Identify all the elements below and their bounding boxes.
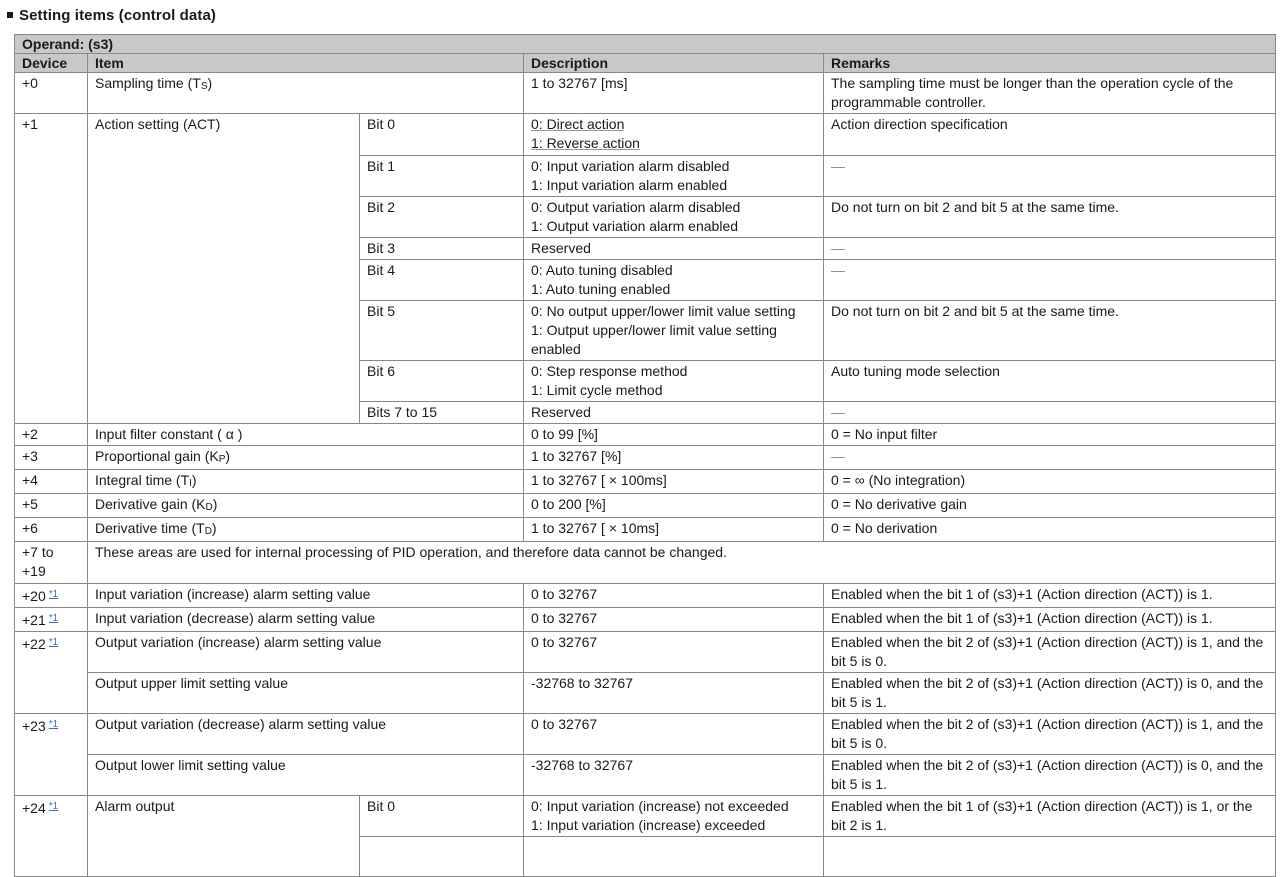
table-row [15,632,1276,673]
device-cell: +24 $^{*1}$ [15,796,88,877]
item-cell: Input filter constant ( α ) [88,424,524,446]
item-cell: Output upper limit setting value [88,673,524,714]
item-cell: Derivative time $(T_D)$ [88,518,524,542]
column-header-remarks: Remarks [824,54,1276,73]
remarks-cell: — [824,260,1276,301]
remarks-cell [824,837,1276,877]
description-cell: 0: Input variation (increase) not exceeded 1: Input variation (increase) exceeded [524,796,824,837]
remarks-cell: — [824,156,1276,197]
item-cell: Proportional gain $(K_P)$ [88,446,524,470]
device-cell: +3 [15,446,88,470]
remarks-cell: Enabled when the bit 1 of (s3)+1 (Action direction (ACT)) is 1, or the bit 2 is 1. [824,796,1276,837]
device-cell: +0 [15,73,88,114]
table-row [15,73,1276,114]
device-cell: +7 to +19 [15,542,88,584]
remarks-cell: Enabled when the bit 1 of (s3)+1 (Action direction (ACT)) is 1. [824,608,1276,632]
description-cell: 0 to 32767 [524,608,824,632]
table-row [15,796,1276,837]
table-row [15,424,1276,446]
description-cell: 0 to 200 [%] [524,494,824,518]
remarks-cell: The sampling time must be longer than the operation cycle of the programmable controller. [824,73,1276,114]
item-cell: Action setting (ACT) [88,114,360,424]
remarks-cell: — [824,238,1276,260]
remarks-cell: Action direction specification [824,114,1276,156]
description-cell: 0: Direct action 1: Reverse action [524,114,824,156]
remarks-cell: 0 = No input filter [824,424,1276,446]
table-row [15,542,1276,584]
column-header-row [15,54,1276,73]
bit-cell: Bit 1 [360,156,524,197]
device-cell: +20 $^{*1}$ [15,584,88,608]
operand-label: Operand: (s3) [15,35,1276,54]
table-row [15,446,1276,470]
bit-cell: Bit 0 [360,796,524,837]
item-cell: Derivative gain $(K_D)$ [88,494,524,518]
bit-cell [360,837,524,877]
item-cell: Integral time $(T_I)$ [88,470,524,494]
table-row [15,518,1276,542]
table-row [15,608,1276,632]
bit-cell: Bit 3 [360,238,524,260]
table-row [15,114,1276,156]
remarks-cell: 0 = No derivative gain [824,494,1276,518]
bit-cell: Bit 6 [360,361,524,402]
footnote-link[interactable]: *1 [48,637,59,648]
device-cell: +6 [15,518,88,542]
remarks-cell: — [824,446,1276,470]
remarks-cell: Do not turn on bit 2 and bit 5 at the same time. [824,197,1276,238]
item-cell: Input variation (increase) alarm setting value [88,584,524,608]
footnote-link[interactable]: *1 [48,613,59,624]
remarks-cell: 0 = ∞ (No integration) [824,470,1276,494]
description-cell: 0: Auto tuning disabled 1: Auto tuning enabled [524,260,824,301]
bit-cell: Bit 5 [360,301,524,361]
description-cell: 1 to 32767 [ × 10ms] [524,518,824,542]
remarks-cell: Enabled when the bit 2 of (s3)+1 (Action direction (ACT)) is 1, and the bit 5 is 0. [824,714,1276,755]
remarks-cell: — [824,402,1276,424]
description-cell: 0: No output upper/lower limit value setting 1: Output upper/lower limit value setting enabled [524,301,824,361]
device-cell: +2 [15,424,88,446]
table-row [15,673,1276,714]
item-cell: Output lower limit setting value [88,755,524,796]
description-cell: 1 to 32767 [ms] [524,73,824,114]
column-header-device: Device [15,54,88,73]
bit-cell: Bits 7 to 15 [360,402,524,424]
description-cell: 0: Step response method 1: Limit cycle method [524,361,824,402]
device-cell: +5 [15,494,88,518]
footnote-link[interactable]: *1 [48,589,59,600]
remarks-cell: Enabled when the bit 2 of (s3)+1 (Action direction (ACT)) is 0, and the bit 5 is 1. [824,755,1276,796]
description-cell: -32768 to 32767 [524,755,824,796]
bit-cell: Bit 2 [360,197,524,238]
description-cell [524,837,824,877]
table-row [15,494,1276,518]
remarks-cell: Enabled when the bit 2 of (s3)+1 (Action direction (ACT)) is 0, and the bit 5 is 1. [824,673,1276,714]
section-heading-text: Setting items (control data) [19,7,216,24]
device-cell: +23 $^{*1}$ [15,714,88,796]
description-cell: Reserved [524,402,824,424]
operand-row [15,35,1276,54]
table-row [15,755,1276,796]
description-cell: Reserved [524,238,824,260]
table-row [15,584,1276,608]
note-cell: These areas are used for internal processing of PID operation, and therefore data cannot be changed. [88,542,1276,584]
description-cell: 0 to 32767 [524,584,824,608]
description-cell: 0: Input variation alarm disabled 1: Input variation alarm enabled [524,156,824,197]
item-cell: Output variation (increase) alarm setting value [88,632,524,673]
description-cell: -32768 to 32767 [524,673,824,714]
item-cell: Output variation (decrease) alarm setting value [88,714,524,755]
item-cell: Input variation (decrease) alarm setting value [88,608,524,632]
section-heading [7,7,216,24]
device-cell: +22 $^{*1}$ [15,632,88,714]
description-cell: 0 to 32767 [524,714,824,755]
item-cell: Sampling time $(T_S)$ [88,73,524,114]
description-cell: 1 to 32767 [ × 100ms] [524,470,824,494]
column-header-description: Description [524,54,824,73]
remarks-cell: Enabled when the bit 1 of (s3)+1 (Action direction (ACT)) is 1. [824,584,1276,608]
table-row [15,470,1276,494]
remarks-cell: Enabled when the bit 2 of (s3)+1 (Action direction (ACT)) is 1, and the bit 5 is 0. [824,632,1276,673]
table-row [15,714,1276,755]
device-cell: +4 [15,470,88,494]
footnote-link[interactable]: *1 [48,801,59,812]
device-cell: +1 [15,114,88,424]
item-cell: Alarm output [88,796,360,877]
device-cell: +21 $^{*1}$ [15,608,88,632]
square-bullet-icon [7,12,13,18]
description-cell: 0 to 99 [%] [524,424,824,446]
control-data-table [14,34,1276,877]
description-cell: 1 to 32767 [%] [524,446,824,470]
remarks-cell: Do not turn on bit 2 and bit 5 at the same time. [824,301,1276,361]
bit-cell: Bit 0 [360,114,524,156]
bit-cell: Bit 4 [360,260,524,301]
column-header-item: Item [88,54,524,73]
remarks-cell: Auto tuning mode selection [824,361,1276,402]
footnote-link[interactable]: *1 [48,719,59,730]
description-cell: 0: Output variation alarm disabled 1: Output variation alarm enabled [524,197,824,238]
description-cell: 0 to 32767 [524,632,824,673]
remarks-cell: 0 = No derivation [824,518,1276,542]
